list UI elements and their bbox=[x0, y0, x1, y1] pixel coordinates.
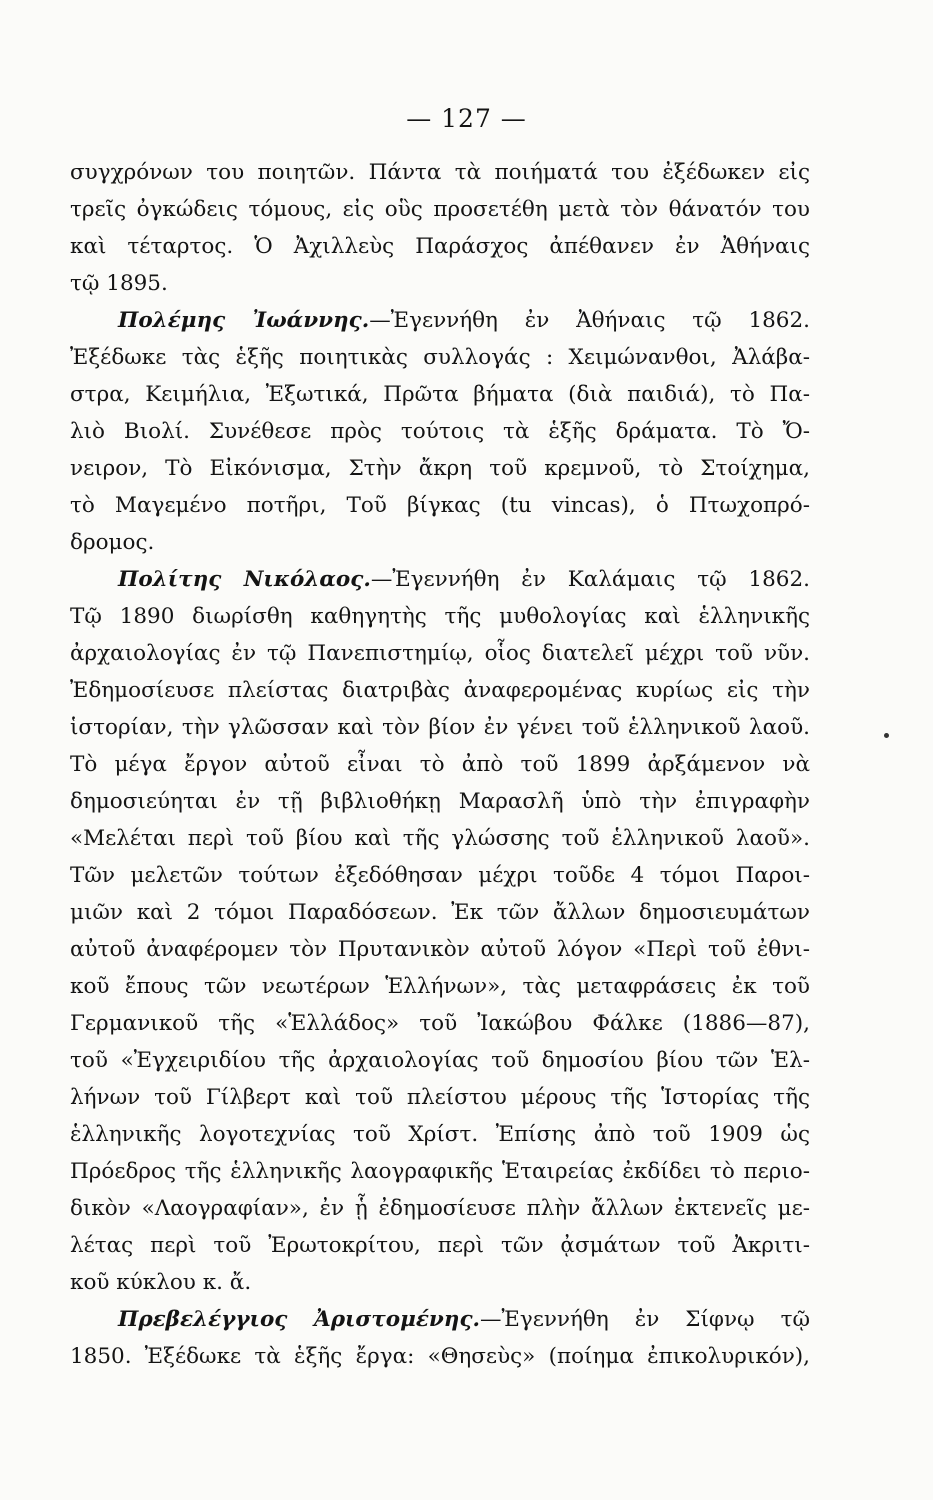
text-line bbox=[70, 339, 810, 376]
text-line bbox=[70, 487, 810, 524]
text-line bbox=[70, 709, 810, 746]
text-line bbox=[70, 450, 810, 487]
text-line bbox=[70, 635, 810, 672]
text-line bbox=[70, 894, 810, 931]
text-line bbox=[70, 265, 810, 302]
text-line bbox=[70, 1116, 810, 1153]
line-text: λέτας περὶ τοῦ Ἐρωτοκρίτου, περὶ τῶν ᾀσμάτων τοῦ Ἀκριτι- bbox=[70, 1233, 810, 1258]
line-text: «Μελέται περὶ τοῦ βίου καὶ τῆς γλώσσης τοῦ ἑλληνικοῦ λαοῦ». bbox=[70, 826, 810, 851]
text-line bbox=[70, 228, 810, 265]
text-line bbox=[70, 1227, 810, 1264]
line-text: —Ἐγεννήθη ἐν Καλάμαις τῷ 1862. bbox=[370, 567, 810, 592]
text-line bbox=[70, 1190, 810, 1227]
text-line bbox=[70, 191, 810, 228]
line-text: μιῶν καὶ 2 τόμοι Παραδόσεων. Ἐκ τῶν ἄλλων δημοσιευμάτων bbox=[70, 900, 810, 925]
text-line bbox=[70, 1264, 810, 1301]
line-text: Πρόεδρος τῆς ἑλληνικῆς λαογραφικῆς Ἑταιρείας ἐκδίδει τὸ περιο- bbox=[70, 1159, 810, 1184]
text-line bbox=[70, 1042, 810, 1079]
text-line bbox=[70, 820, 810, 857]
text-line bbox=[70, 1153, 810, 1190]
text-line bbox=[70, 857, 810, 894]
line-text: ἱστορίαν, τὴν γλῶσσαν καὶ τὸν βίον ἐν γένει τοῦ ἑλληνικοῦ λαοῦ. bbox=[70, 715, 810, 740]
text-line bbox=[70, 598, 810, 635]
line-text: 1850. Ἐξέδωκε τὰ ἑξῆς ἔργα: «Θησεὺς» (ποίημα ἐπικολυρικόν), bbox=[70, 1344, 810, 1369]
text-line bbox=[70, 1338, 810, 1375]
stray-mark bbox=[884, 733, 889, 738]
line-text: ἑλληνικῆς λογοτεχνίας τοῦ Χρίστ. Ἐπίσης ἀπὸ τοῦ 1909 ὡς bbox=[70, 1122, 810, 1147]
text-line bbox=[70, 154, 810, 191]
line-text: Γερμανικοῦ τῆς «Ἑλλάδος» τοῦ Ἰακώβου Φάλκε (1886—87), bbox=[70, 1011, 810, 1036]
line-text: λιὸ Βιολί. Συνέθεσε πρὸς τούτοις τὰ ἑξῆς δράματα. Τὸ Ὄ- bbox=[70, 419, 810, 444]
line-text: νειρον, Τὸ Εἰκόνισμα, Στὴν ἄκρη τοῦ κρεμνοῦ, τὸ Στοίχημα, bbox=[70, 456, 810, 481]
line-text: Τῷ 1890 διωρίσθη καθηγητὴς τῆς μυθολογίας καὶ ἑλληνικῆς bbox=[70, 604, 810, 629]
line-text: Τῶν μελετῶν τούτων ἐξεδόθησαν μέχρι τοῦδε 4 τόμοι Παροι- bbox=[70, 863, 810, 888]
line-text: κοῦ ἔπους τῶν νεωτέρων Ἑλλήνων», τὰς μεταφράσεις ἐκ τοῦ bbox=[70, 974, 810, 999]
line-text: συγχρόνων του ποιητῶν. Πάντα τὰ ποιήματά του ἐξέδωκεν εἰς bbox=[70, 160, 810, 185]
line-text: τρεῖς ὀγκώδεις τόμους, εἰς οὓς προσετέθη μετὰ τὸν θάνατόν του bbox=[70, 197, 810, 222]
line-text: Ἐξέδωκε τὰς ἑξῆς ποιητικὰς συλλογάς : Χειμώνανθοι, Ἀλάβα- bbox=[70, 345, 810, 370]
body-text bbox=[70, 154, 810, 1375]
entry-name: Πολίτης Νικόλαος. bbox=[118, 567, 371, 592]
entry-name: Πρεβελέγγιος Ἀριστομένης. bbox=[118, 1307, 481, 1332]
line-text: ἀρχαιολογίας ἐν τῷ Πανεπιστημίῳ, οἷος διατελεῖ μέχρι τοῦ νῦν. bbox=[70, 641, 810, 666]
text-line bbox=[70, 561, 810, 598]
line-text: —Ἐγεννήθη ἐν Σίφνῳ τῷ bbox=[480, 1307, 811, 1332]
line-text: Ἐδημοσίευσε πλείστας διατριβὰς ἀναφερομένας κυρίως εἰς τὴν bbox=[70, 678, 810, 703]
line-text: δρομος. bbox=[70, 530, 155, 555]
entry-name: Πολέμης Ἰωάννης. bbox=[118, 308, 370, 333]
text-line bbox=[70, 672, 810, 709]
line-text: δικὸν «Λαογραφίαν», ἐν ᾗ ἐδημοσίευσε πλὴν ἄλλων ἐκτενεῖς με- bbox=[70, 1196, 810, 1221]
page-number: — 127 — bbox=[406, 104, 527, 133]
text-line bbox=[70, 746, 810, 783]
text-line bbox=[70, 1079, 810, 1116]
text-line bbox=[70, 1005, 810, 1042]
text-line bbox=[70, 968, 810, 1005]
text-line bbox=[70, 931, 810, 968]
line-text: τοῦ «Ἐγχειριδίου τῆς ἀρχαιολογίας τοῦ δημοσίου βίου τῶν Ἑλ- bbox=[70, 1048, 810, 1073]
text-line bbox=[70, 1301, 810, 1338]
line-text: λήνων τοῦ Γίλβερτ καὶ τοῦ πλείστου μέρους τῆς Ἱστορίας τῆς bbox=[70, 1085, 810, 1110]
line-text: Τὸ μέγα ἔργον αὐτοῦ εἶναι τὸ ἀπὸ τοῦ 1899 ἀρξάμενον νὰ bbox=[70, 752, 810, 777]
text-line bbox=[70, 376, 810, 413]
line-text: καὶ τέταρτος. Ὁ Ἀχιλλεὺς Παράσχος ἀπέθανεν ἐν Ἀθήναις bbox=[70, 234, 810, 259]
text-line bbox=[70, 302, 810, 339]
text-line bbox=[70, 783, 810, 820]
line-text: στρα, Κειμήλια, Ἐξωτικά, Πρῶτα βήματα (διὰ παιδιά), τὸ Πα- bbox=[70, 382, 810, 407]
line-text: —Ἐγεννήθη ἐν Ἀθήναις τῷ 1862. bbox=[369, 308, 810, 333]
text-line bbox=[70, 413, 810, 450]
line-text: κοῦ κύκλου κ. ἄ. bbox=[70, 1270, 252, 1295]
line-text: αὐτοῦ ἀναφέρομεν τὸν Πρυτανικὸν αὐτοῦ λόγον «Περὶ τοῦ ἐθνι- bbox=[70, 937, 810, 962]
line-text: τῷ 1895. bbox=[70, 271, 168, 296]
line-text: τὸ Μαγεμένο ποτῆρι, Τοῦ βίγκας (tu vincas), ὁ Πτωχοπρό- bbox=[70, 493, 810, 518]
line-text: δημοσιεύηται ἐν τῇ βιβλιοθήκῃ Μαρασλῆ ὑπὸ τὴν ἐπιγραφὴν bbox=[70, 789, 810, 814]
text-line bbox=[70, 524, 810, 561]
